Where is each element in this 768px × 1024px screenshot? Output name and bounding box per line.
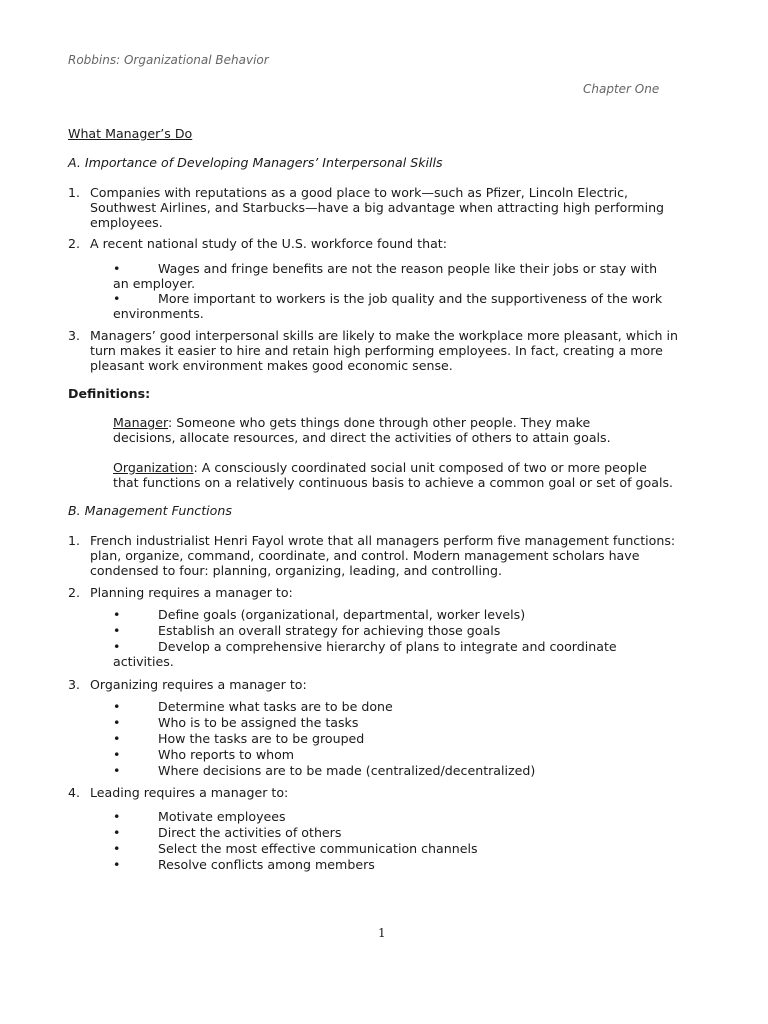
list-item: Planning requires a manager to: — [90, 585, 293, 600]
list-number: 4. — [68, 785, 81, 800]
list-item: Companies with reputations as a good place to work—such as Pfizer, Lincoln Electric, Southwest Airlines, and Starbucks—have a big advantage when attracting high performing employees. — [90, 185, 665, 230]
bullet-text-wrap: an employer. — [113, 276, 196, 291]
list-number: 1. — [68, 533, 81, 548]
bullet-icon: • — [113, 699, 121, 714]
bullet-icon: • — [113, 731, 121, 746]
bullet-text: Determine what tasks are to be done — [158, 699, 393, 714]
list-item: Managers’ good interpersonal skills are likely to make the workplace more pleasant, which in turn makes it easier to hire and retain high performing employees. In fact, creating a more pleasant work environment makes good economic sense. — [90, 328, 678, 373]
bullet-icon: • — [113, 623, 121, 638]
list-number: 2. — [68, 236, 81, 251]
list-number: 2. — [68, 585, 81, 600]
section-a-heading: A. Importance of Developing Managers’ Interpersonal Skills — [68, 155, 443, 170]
list-item: Leading requires a manager to: — [90, 785, 289, 800]
bullet-text: Where decisions are to be made (centralized/decentralized) — [158, 763, 536, 778]
page-title: What Manager’s Do — [68, 126, 193, 141]
list-item: Organizing requires a manager to: — [90, 677, 307, 692]
running-header: Robbins: Organizational Behavior — [68, 53, 269, 67]
bullet-icon: • — [113, 857, 121, 872]
bullet-text: Develop a comprehensive hierarchy of plans to integrate and coordinate — [158, 639, 617, 654]
bullet-text: Who is to be assigned the tasks — [158, 715, 359, 730]
term-manager: Manager — [113, 415, 168, 430]
bullet-icon: • — [113, 639, 121, 654]
definition-manager — [113, 415, 693, 430]
bullet-text: More important to workers is the job quality and the supportiveness of the work — [158, 291, 663, 306]
bullet-icon: • — [113, 763, 121, 778]
bullet-text: Define goals (organizational, departmental, worker levels) — [158, 607, 526, 622]
list-item: A recent national study of the U.S. workforce found that: — [90, 236, 447, 251]
bullet-text: Motivate employees — [158, 809, 286, 824]
bullet-icon: • — [113, 291, 121, 306]
list-number: 3. — [68, 328, 81, 343]
bullet-icon: • — [113, 809, 121, 824]
bullet-text: Who reports to whom — [158, 747, 295, 762]
definition-text: that functions on a relatively continuous basis to achieve a common goal or set of goals. — [113, 475, 674, 490]
bullet-text: Establish an overall strategy for achieving those goals — [158, 623, 501, 638]
page-number: 1 — [378, 926, 386, 940]
list-item: French industrialist Henri Fayol wrote that all managers perform five management functions: plan, organize, command, coordinate, and control. Modern management scholars have condensed to four: planning, organizing, leading, and controlling. — [90, 533, 676, 578]
section-b-heading: B. Management Functions — [68, 503, 232, 518]
definition-text: decisions, allocate resources, and direct the activities of others to attain goals. — [113, 430, 611, 445]
definition-text: : Someone who gets things done through other people. They make — [167, 415, 591, 430]
bullet-text-wrap: activities. — [113, 654, 174, 669]
definition-organization — [113, 460, 693, 475]
chapter-label: Chapter One — [583, 82, 660, 96]
bullet-text: Wages and fringe benefits are not the reason people like their jobs or stay with — [158, 261, 658, 276]
list-number: 1. — [68, 185, 81, 200]
bullet-icon: • — [113, 747, 121, 762]
bullet-text: How the tasks are to be grouped — [158, 731, 365, 746]
bullet-icon: • — [113, 825, 121, 840]
bullet-icon: • — [113, 607, 121, 622]
bullet-text: Direct the activities of others — [158, 825, 342, 840]
list-number: 3. — [68, 677, 81, 692]
bullet-text: Select the most effective communication channels — [158, 841, 478, 856]
bullet-icon: • — [113, 841, 121, 856]
term-organization: Organization — [113, 460, 194, 475]
definitions-heading: Definitions: — [68, 386, 151, 401]
bullet-text-wrap: environments. — [113, 306, 204, 321]
bullet-icon: • — [113, 261, 121, 276]
bullet-icon: • — [113, 715, 121, 730]
definition-text: : A consciously coordinated social unit composed of two or more people — [193, 460, 647, 475]
bullet-text: Resolve conflicts among members — [158, 857, 375, 872]
